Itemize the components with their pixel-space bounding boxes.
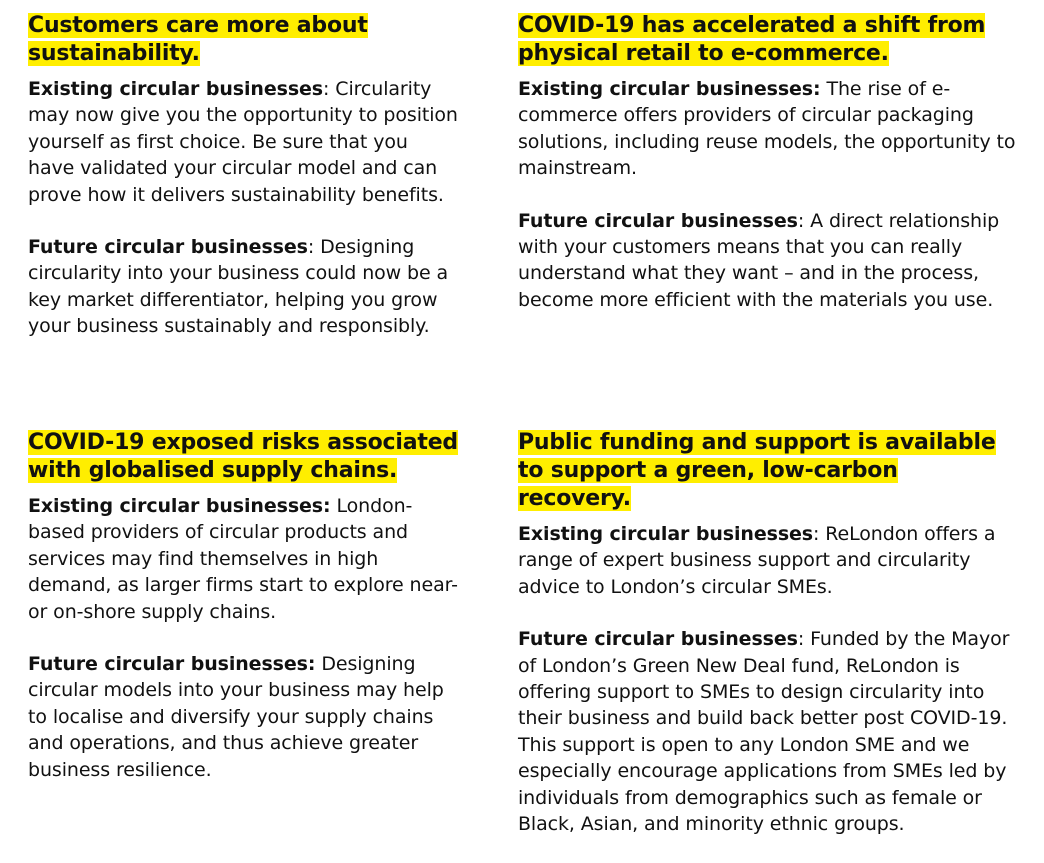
existing-text: ReLondon offers a range of expert business support and circularity advice to London’s circular SMEs. — [518, 523, 996, 598]
section-heading: COVID-19 has accelerated a shift from physical retail to e-commerce. — [518, 13, 986, 66]
section-heading: COVID-19 exposed risks associated with globalised supply chains. — [28, 430, 458, 483]
future-label: Future circular businesses — [518, 628, 798, 651]
section-public-funding — [518, 429, 1018, 863]
existing-businesses-paragraph — [28, 493, 458, 625]
future-text: Designing circular models into your business may help to localise and diversify your supply chains and operations, and thus achieve greater business resilience. — [28, 653, 444, 781]
existing-label: Existing circular businesses — [28, 78, 324, 100]
future-text: Designing circularity into your business could now be a key market differentiator, helping you grow your business sustainably and responsibly. — [28, 236, 449, 338]
existing-text: London-based providers of circular products and services may find themselves in high demand, as larger firms start to explore near- or on-shore supply chains. — [28, 495, 458, 623]
existing-label: Existing circular businesses: — [518, 78, 821, 100]
section-ecommerce-shift — [518, 12, 1018, 339]
existing-label: Existing circular businesses — [518, 523, 814, 545]
section-heading: Customers care more about sustainability. — [28, 13, 368, 66]
future-text: Funded by the Mayor of London’s Green New Deal fund, ReLondon is offering support to SMEs to design circularity into their business and build back better post COVID-19. This support is open to any London SME and we especially encourage applications from SMEs led by individuals from demographics such as female or Black, Asian, and minority ethnic groups. — [518, 628, 1010, 836]
section-heading: Public funding and support is available to support a green, low-carbon recovery. — [518, 430, 996, 511]
future-text: A direct relationship with your customers means that you can really understand what they want – and in the process, become more efficient with the materials you use. — [518, 209, 1000, 311]
future-label: Future circular businesses — [518, 209, 798, 232]
future-label: Future circular businesses — [28, 236, 308, 259]
existing-businesses-paragraph: Existing circular businesses: Circularity may now give you the opportunity to position yourself as first choice. Be sure that you have validated your circular model and can prove how it delivers sustainability benefits. — [28, 78, 458, 206]
future-businesses-paragraph — [28, 651, 458, 783]
existing-text: Circularity may now give you the opportunity to position yourself as first choice. Be sure that you have validated your circular model and can prove how it delivers sustainability benefits. — [28, 78, 458, 206]
future-businesses-paragraph: Future circular businesses: Designing circularity into your business could now be a key market differentiator, helping you grow your business sustainably and responsibly. — [28, 236, 449, 338]
section-supply-chains — [28, 429, 458, 809]
existing-label: Existing circular businesses: — [28, 495, 331, 517]
existing-businesses-paragraph: Existing circular businesses: ReLondon offers a range of expert business support and circularity advice to London’s circular SMEs. — [518, 523, 996, 598]
future-label: Future circular businesses: — [28, 653, 316, 676]
future-businesses-paragraph: Future circular businesses: Funded by the Mayor of London’s Green New Deal fund, ReLondon is offering support to SMEs to design circularity into their business and build back better post COVID-19. This support is open to any London SME and we especially encourage applications from SMEs led by individuals from demographics such as female or Black, Asian, and minority ethnic groups. — [518, 628, 1010, 836]
future-businesses-paragraph: Future circular businesses: A direct relationship with your customers means that you can really understand what they want – and in the process, become more efficient with the materials you use. — [518, 209, 1000, 311]
existing-text: The rise of e-commerce offers providers of circular packaging solutions, including reuse models, the opportunity to mainstream. — [518, 78, 1016, 180]
existing-businesses-paragraph — [518, 76, 1018, 182]
section-sustainability — [28, 12, 458, 366]
